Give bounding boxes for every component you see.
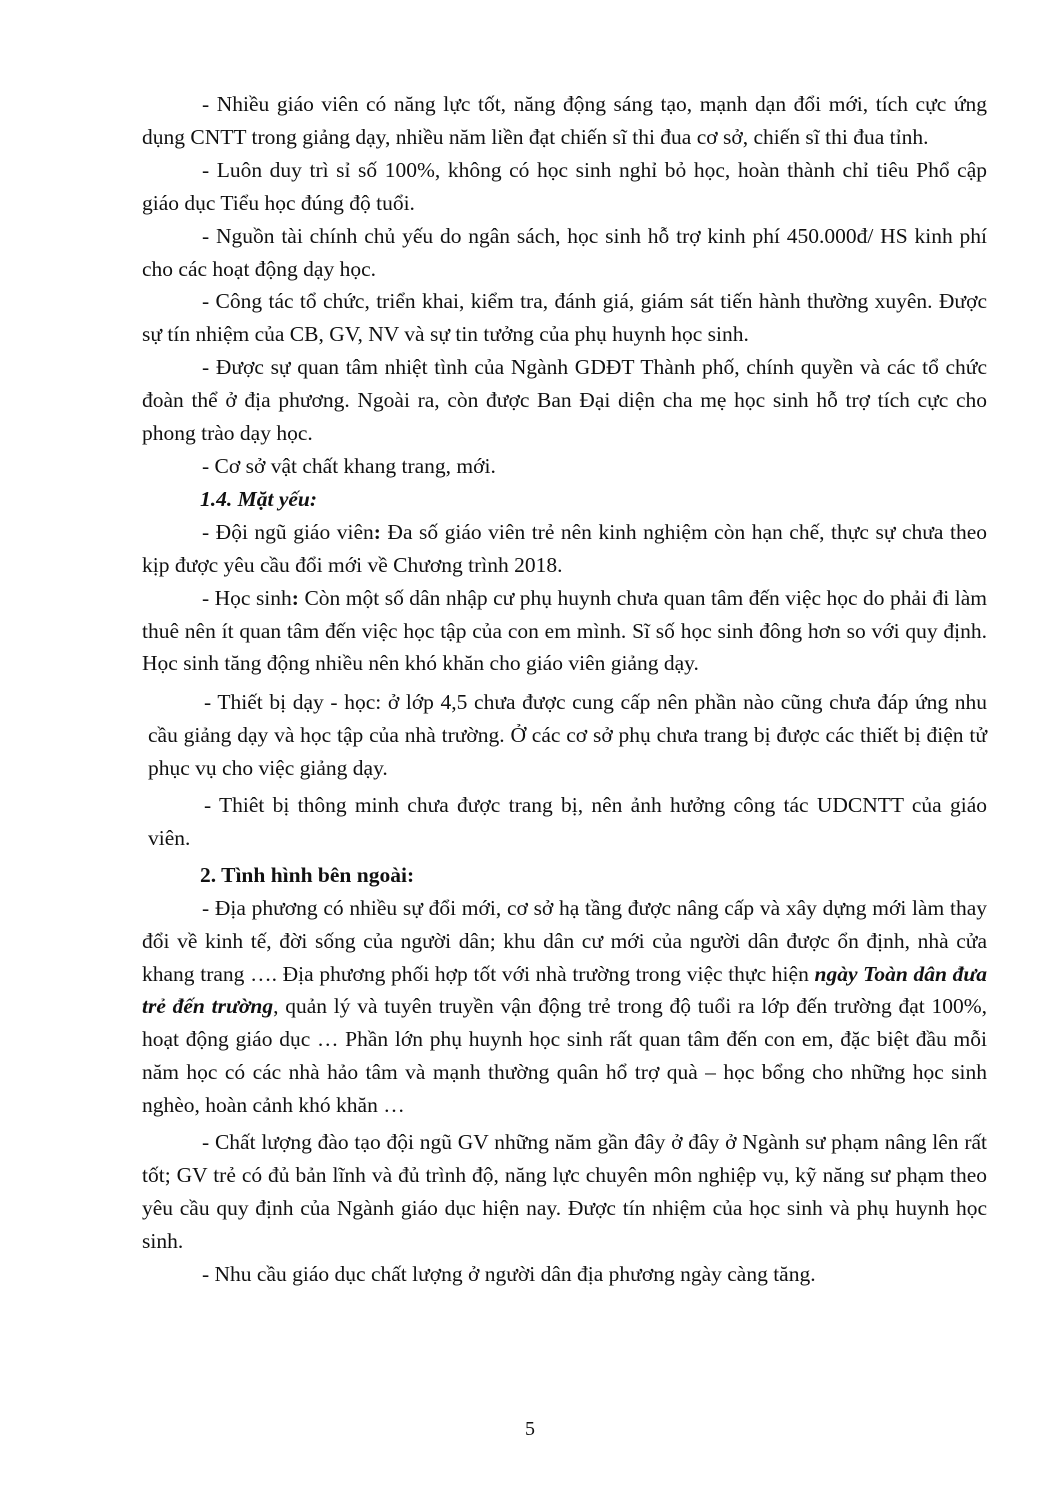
paragraph-facilities: - Cơ sở vật chất khang trang, mới.	[202, 453, 496, 478]
heading-weaknesses: 1.4. Mặt yếu:	[200, 486, 318, 511]
campaign-name: ngày Toàn dân đưa trẻ đến trường	[142, 961, 987, 1019]
paragraph-local-development	[142, 892, 987, 1122]
paragraph-teachers-strength: - Nhiều giáo viên có năng lực tốt, năng động sáng tạo, mạnh dạn đổi mới, tích cực ứng dụng CNTT trong giảng dạy, nhiều năm liền đạt chiến sĩ thi đua cơ sở, chiến sĩ thi đua tỉnh.	[142, 92, 987, 149]
weakness-students-colon: :	[291, 585, 299, 610]
document-page	[142, 88, 987, 1291]
paragraph-teacher-training-quality: - Chất lượng đào tạo đội ngũ GV những năm gần đây ở đây ở Ngành sư phạm nâng lên rất tốt; GV trẻ có đủ bản lĩnh và đủ trình độ, năng lực chuyên môn nghiệp vụ, kỹ năng sư phạm theo yêu cầu quy định của Ngành giáo dục hiện nay. Được tín nhiệm của học sinh và phụ huynh học sinh.	[142, 1130, 987, 1253]
paragraph-enrollment: - Luôn duy trì sỉ số 100%, không có học sinh nghỉ bỏ học, hoàn thành chỉ tiêu Phổ cập giáo dục Tiểu học đúng độ tuổi.	[142, 157, 987, 215]
weakness-teachers-label: - Đội ngũ giáo viên	[202, 519, 374, 544]
local-development-text-start: - Địa phương có nhiều sự đổi mới, cơ sở hạ tầng được nâng cấp và xây dựng mới làm thay đổi về kinh tế, đời sống của người dân; khu dân cư mới của người dân được ổn định, nhà cửa khang trang …. Địa phương phối hợp tốt với nhà trường trong việc thực hiện	[142, 895, 987, 986]
paragraph-weakness-smart-devices: - Thiêt bị thông minh chưa được trang bị, nên ảnh hưởng công tác UDCNTT của giáo viên.	[148, 793, 987, 850]
weakness-teachers-text: Đa số giáo viên trẻ nên kinh nghiệm còn hạn chế, thực sự chưa theo kịp được yêu cầu đổi mới về Chương trình 2018.	[142, 519, 987, 577]
weakness-students-label: - Học sinh	[202, 585, 292, 610]
local-development-text-end: , quản lý và tuyên truyền vận động trẻ trong độ tuổi ra lớp đến trường đạt 100%, hoạt động giáo dục … Phần lớn phụ huynh học sinh rất quan tâm đến con em, đặc biệt đầu mỗi năm học có các nhà hảo tâm và mạnh thường quân hổ trợ quà – học bổng cho những học sinh nghèo, hoàn cảnh khó khăn …	[142, 994, 987, 1118]
paragraph-weakness-teachers	[142, 516, 987, 582]
paragraph-weakness-equipment: - Thiết bị dạy - học: ở lớp 4,5 chưa được cung cấp nên phần nào cũng chưa đáp ứng nhu cầu giảng dạy và học tập của nhà trường. Ở các cơ sở phụ chưa trang bị được các thiết bị điện tử phục vụ cho việc giảng dạy.	[148, 690, 987, 781]
paragraph-education-demand: - Nhu cầu giáo dục chất lượng ở người dân địa phương ngày càng tăng.	[202, 1261, 816, 1286]
weakness-teachers-colon: :	[373, 519, 381, 544]
weakness-students-text: Còn một số dân nhập cư phụ huynh chưa quan tâm đến việc học do phải đi làm thuê nên ít quan tâm đến việc học tập của con em mình. Sĩ số học sinh đông hơn so với quy định. Học sinh tăng động nhiều nên khó khăn cho giáo viên giảng dạy.	[142, 585, 987, 676]
paragraph-organization: - Công tác tổ chức, triển khai, kiểm tra, đánh giá, giám sát tiến hành thường xuyên. Được sự tín nhiệm của CB, GV, NV và sự tin tưởng của phụ huynh học sinh.	[142, 289, 987, 347]
page-number: 5	[525, 1418, 535, 1440]
paragraph-finance: - Nguồn tài chính chủ yếu do ngân sách, học sinh hỗ trợ kinh phí 450.000đ/ HS kinh phí cho các hoạt động dạy học.	[142, 223, 987, 281]
paragraph-weakness-students	[142, 582, 987, 681]
paragraph-support: - Được sự quan tâm nhiệt tình của Ngành GDĐT Thành phố, chính quyền và các tổ chức đoàn thể ở địa phương. Ngoài ra, còn được Ban Đại diện cha mẹ học sinh hỗ trợ tích cực cho phong trào dạy học.	[142, 355, 987, 446]
heading-external-situation: 2. Tình hình bên ngoài:	[200, 862, 415, 887]
